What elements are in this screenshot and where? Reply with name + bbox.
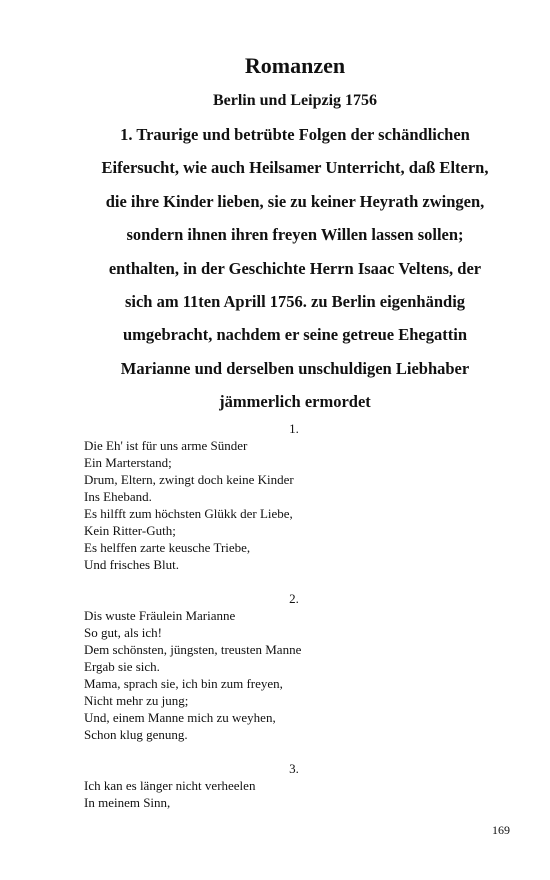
verse-line: Ergab sie sich. <box>84 659 160 674</box>
verse-line: Ich kan es länger nicht verheelen <box>84 778 256 793</box>
verse-line: Ins Eheband. <box>84 489 152 504</box>
poem-heading-line: sich am 11ten Aprill 1756. zu Berlin eigenhändig <box>124 292 466 312</box>
stanza-3 <box>84 760 504 811</box>
poem-heading-line: umgebracht, nachdem er seine getreue Ehegattin <box>122 325 467 345</box>
poem-heading-line: jämmerlich ermordet <box>219 392 371 412</box>
section-subtitle: Berlin und Leipzig 1756 <box>212 92 378 109</box>
verse-line: Die Eh' ist für uns arme Sünder <box>84 438 248 453</box>
poem-heading-line: die ihre Kinder lieben, sie zu keiner Heyrath zwingen, <box>105 191 485 211</box>
verse-line: Schon klug genung. <box>84 727 188 742</box>
stanza-number: 1. <box>289 421 299 436</box>
verse-line: Dis wuste Fräulein Marianne <box>84 608 236 623</box>
verse-line: In meinem Sinn, <box>84 795 171 810</box>
poem-heading-line: sondern ihnen ihren freyen Willen lassen sollen; <box>126 225 464 245</box>
poem-heading <box>60 118 530 419</box>
poem-body <box>84 420 504 828</box>
verse-line: Es helffen zarte keusche Triebe, <box>84 540 251 555</box>
section-title: Romanzen <box>244 53 346 78</box>
page-number: 169 <box>492 823 510 837</box>
verse-line: Es hilfft zum höchsten Glükk der Liebe, <box>84 506 293 521</box>
stanza-number: 2. <box>289 591 299 606</box>
verse-line: Kein Ritter-Guth; <box>84 523 176 538</box>
stanza-2 <box>84 590 504 743</box>
verse-line: Nicht mehr zu jung; <box>84 693 189 708</box>
verse-line: Dem schönsten, jüngsten, treusten Manne <box>84 642 302 657</box>
verse-line: So gut, als ich! <box>84 625 162 640</box>
verse-line: Drum, Eltern, zwingt doch keine Kinder <box>84 472 294 487</box>
poem-heading-line: Marianne und derselben unschuldigen Liebhaber <box>120 358 470 378</box>
verse-line: Und, einem Manne mich zu weyhen, <box>84 710 276 725</box>
poem-heading-line: Eifersucht, wie auch Heilsamer Unterricht, daß Eltern, <box>101 158 489 178</box>
poem-heading-line: enthalten, in der Geschichte Herrn Isaac Veltens, der <box>108 258 482 278</box>
verse-line: Ein Marterstand; <box>84 455 172 470</box>
poem-heading-line: 1. Traurige und betrübte Folgen der schändlichen <box>120 125 470 144</box>
verse-line: Mama, sprach sie, ich bin zum freyen, <box>84 676 283 691</box>
verse-line: Und frisches Blut. <box>84 557 179 572</box>
stanza-number: 3. <box>289 761 299 776</box>
stanza-1 <box>84 420 504 573</box>
